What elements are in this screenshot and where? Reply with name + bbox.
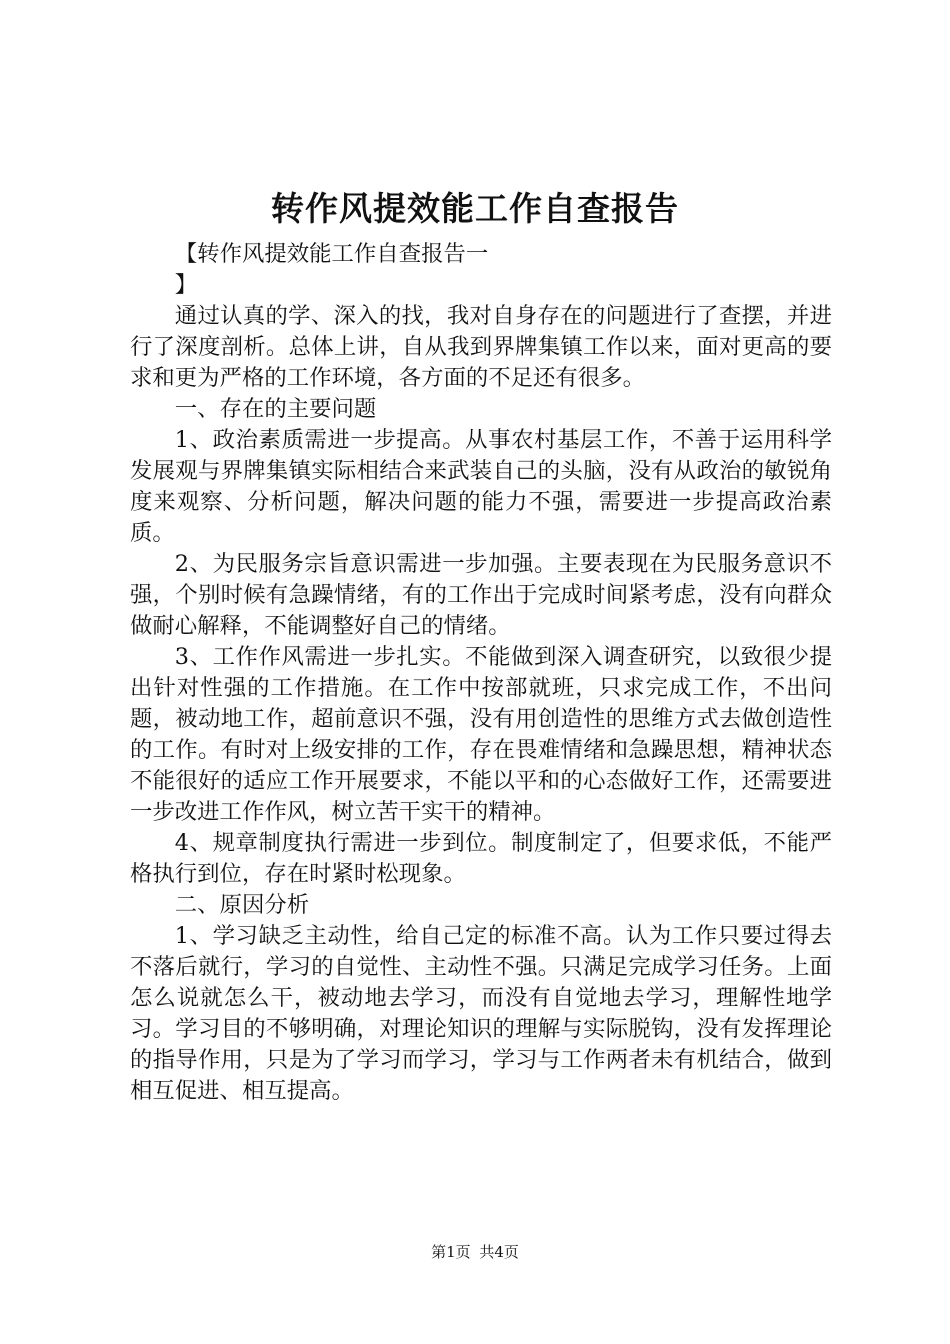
paragraph-problem-3: 3、工作作风需进一步扎实。不能做到深入调查研究，以致很少提出针对性强的工作措施。在工作中按部就班，只求完成工作，不出问题，被动地工作，超前意识不强，没有用创造性的思维方式去做创造性的工作。有时对上级安排的工作，存在畏难情绪和急躁思想，精神状态不能很好的适应工作开展要求，不能以平和的心态做好工作，还需要进一步改进工作作风，树立苦干实干的精神。: [130, 644, 832, 825]
document-title: 转作风提效能工作自查报告: [271, 189, 679, 228]
page-number-total: 共4页: [479, 1243, 519, 1261]
document-body: [130, 239, 832, 1107]
page-number-current: 第1页: [431, 1243, 471, 1261]
paragraph-problem-2: 2、为民服务宗旨意识需进一步加强。主要表现在为民服务意识不强，个别时候有急躁情绪，有的工作出于完成时间紧考虑，没有向群众做耐心解释，不能调整好自己的情绪。: [130, 551, 832, 639]
paragraph-heading-bracket-open: 【转作风提效能工作自查报告一: [174, 241, 489, 267]
section-heading-causes: 二、原因分析: [174, 892, 310, 918]
page-footer: [0, 1242, 950, 1262]
paragraph-cause-1: 1、学习缺乏主动性，给自己定的标准不高。认为工作只要过得去不落后就行，学习的自觉性、主动性不强。只满足完成学习任务。上面怎么说就怎么干，被动地去学习，而没有自觉地去学习，理解性地学习。学习目的不够明确，对理论知识的理解与实际脱钩，没有发挥理论的指导作用，只是为了学习而学习，学习与工作两者未有机结合，做到相互促进、相互提高。: [130, 923, 832, 1104]
section-heading-problems: 一、存在的主要问题: [174, 396, 377, 422]
paragraph-problem-1: 1、政治素质需进一步提高。从事农村基层工作，不善于运用科学发展观与界牌集镇实际相结合来武装自己的头脑，没有从政治的敏锐角度来观察、分析问题，解决问题的能力不强，需要进一步提高政治素质。: [130, 427, 832, 546]
paragraph-intro: 通过认真的学、深入的找，我对自身存在的问题进行了查摆，并进行了深度剖析。总体上讲，自从我到界牌集镇工作以来，面对更高的要求和更为严格的工作环境，各方面的不足还有很多。: [130, 303, 832, 391]
paragraph-heading-bracket-close: 】: [174, 272, 198, 298]
paragraph-problem-4: 4、规章制度执行需进一步到位。制度制定了，但要求低，不能严格执行到位，存在时紧时松现象。: [130, 830, 832, 887]
